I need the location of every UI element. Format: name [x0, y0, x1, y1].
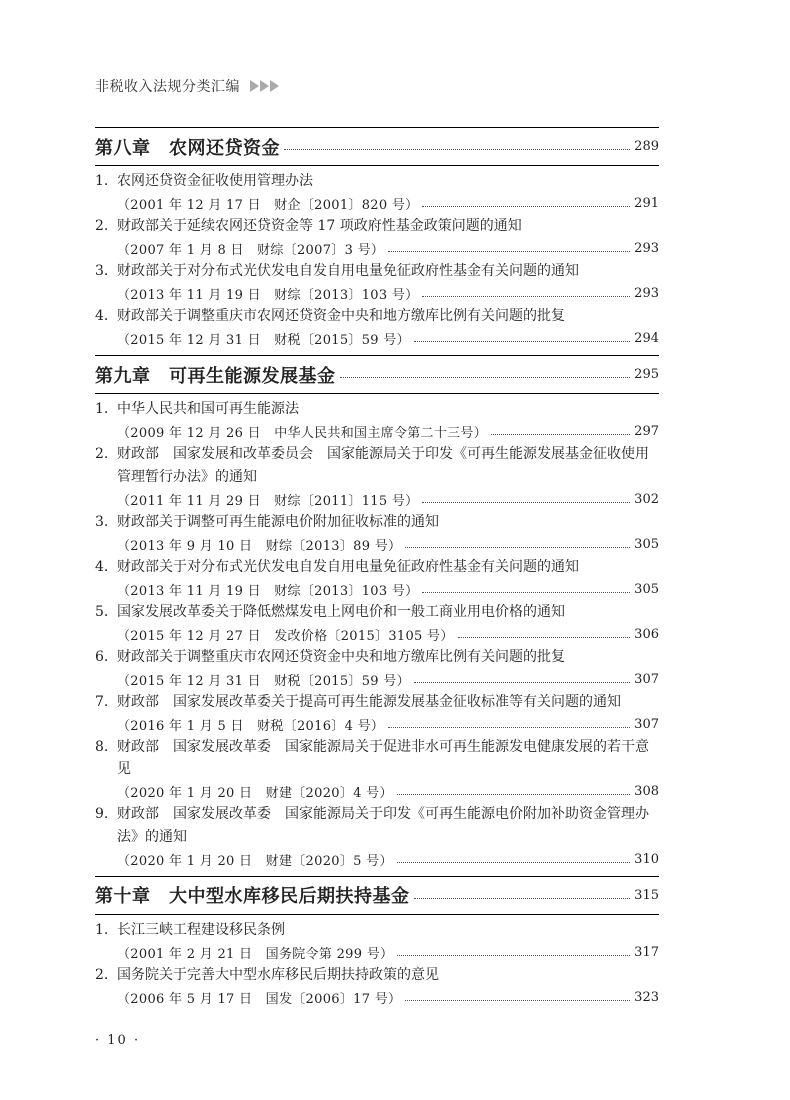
- entry-page-number: 305: [634, 581, 659, 597]
- entry-page-number: 305: [634, 536, 659, 552]
- chapter-heading: [95, 876, 659, 915]
- chapter-heading: [95, 127, 659, 166]
- toc-entry-reference: [95, 986, 659, 1009]
- entry-title-text: 财政部关于延续农网还贷资金等 17 项政府性基金政策问题的通知: [117, 218, 522, 234]
- entry-number: 5.: [95, 603, 109, 620]
- dot-leader: [422, 296, 630, 297]
- entry-page-number: 297: [634, 424, 659, 440]
- dot-leader: [422, 206, 630, 207]
- entry-page-number: 310: [634, 851, 659, 867]
- toc-entry-reference: [95, 781, 659, 804]
- dot-leader: [422, 592, 630, 593]
- entry-number: 8.: [95, 738, 109, 755]
- dot-leader: [284, 149, 630, 150]
- entry-page-number: 291: [634, 196, 659, 212]
- entry-number: 3.: [95, 263, 109, 279]
- entry-number: 2.: [95, 446, 109, 462]
- entry-title-text: 中华人民共和国可再生能源法: [117, 401, 299, 417]
- entry-page-number: 307: [634, 716, 659, 732]
- toc-entry-title: [95, 260, 659, 283]
- chapter-title: 第八章 农网还贷资金: [95, 137, 280, 159]
- toc-entry-title: [95, 398, 659, 421]
- chapter-page-number: 289: [634, 139, 659, 154]
- chapter-block: [95, 355, 659, 871]
- entry-number: 2.: [95, 966, 109, 983]
- toc-entry-reference: [95, 668, 659, 691]
- toc-entry-reference: [95, 328, 659, 351]
- toc-entry-title: [95, 646, 659, 669]
- entry-number: 1.: [95, 401, 109, 417]
- entry-number: 9.: [95, 806, 109, 822]
- entry-title-text: 财政部 国家发展改革委 国家能源局关于印发《可再生能源电价附加补助资金管理办法》的通知: [117, 806, 649, 845]
- table-of-contents: [95, 127, 659, 1014]
- dot-leader: [397, 862, 630, 863]
- entry-document-reference: （2013 年 11 月 19 日 财综〔2013〕103 号）: [117, 583, 419, 599]
- entry-title-text: 长江三峡工程建设移民条例: [117, 921, 285, 938]
- chapter-page-number: 315: [634, 887, 659, 903]
- toc-entry-title: [95, 964, 659, 987]
- entry-title-text: 财政部关于调整可再生能源电价附加征收标准的通知: [117, 513, 439, 530]
- toc-entry-title: [95, 511, 659, 534]
- toc-entry-title: [95, 803, 659, 848]
- dot-leader: [397, 955, 630, 956]
- entry-page-number: 302: [634, 491, 659, 507]
- entry-document-reference: （2011 年 11 月 29 日 财综〔2011〕115 号）: [117, 493, 419, 509]
- entry-title-text: 财政部 国家发展改革委 国家能源局关于促进非水可再生能源发电健康发展的若干意见: [117, 738, 649, 777]
- chapter-heading: [95, 355, 659, 394]
- toc-entry-title: [95, 556, 659, 579]
- entry-number: 7.: [95, 693, 109, 710]
- toc-entry-reference: [95, 941, 659, 964]
- entry-document-reference: （2016 年 1 月 5 日 财税〔2016〕4 号）: [117, 718, 385, 734]
- entry-page-number: 317: [634, 944, 659, 960]
- toc-entry-reference: [95, 848, 659, 871]
- entry-document-reference: （2013 年 9 月 10 日 财综〔2013〕89 号）: [117, 538, 402, 554]
- dot-leader: [414, 898, 631, 899]
- entry-page-number: 307: [634, 671, 659, 687]
- entry-document-reference: （2001 年 12 月 17 日 财企〔2001〕820 号）: [117, 198, 419, 214]
- entry-document-reference: （2006 年 5 月 17 日 国发〔2006〕17 号）: [117, 991, 402, 1007]
- toc-entry-title: [95, 601, 659, 624]
- entry-title-text: 财政部关于调整重庆市农网还贷资金中央和地方缴库比例有关问题的批复: [117, 308, 565, 324]
- dot-leader: [458, 637, 631, 638]
- toc-entry-title: [95, 170, 659, 193]
- entry-document-reference: （2015 年 12 月 31 日 财税〔2015〕59 号）: [117, 333, 410, 349]
- dot-leader: [388, 251, 630, 252]
- toc-entry-reference: [95, 713, 659, 736]
- entry-title-text: 财政部关于调整重庆市农网还贷资金中央和地方缴库比例有关问题的批复: [117, 648, 565, 665]
- entry-number: 1.: [95, 173, 109, 189]
- toc-entry-reference: [95, 421, 659, 444]
- entry-document-reference: （2001 年 2 月 21 日 国务院令第 299 号）: [117, 946, 394, 962]
- toc-entry-title: [95, 443, 659, 488]
- entry-number: 6.: [95, 648, 109, 665]
- entry-document-reference: （2020 年 1 月 20 日 财建〔2020〕4 号）: [117, 786, 393, 802]
- dot-leader: [397, 794, 630, 795]
- chapter-block: [95, 127, 659, 350]
- entry-page-number: 293: [634, 286, 659, 302]
- running-title: 非税收入法规分类汇编: [95, 79, 240, 95]
- entry-document-reference: （2009 年 12 月 26 日 中华人民共和国主席令第二十三号）: [117, 426, 488, 442]
- dot-leader: [414, 682, 630, 683]
- dot-leader: [491, 434, 630, 435]
- dot-leader: [405, 1000, 630, 1001]
- triangle-arrows-icon: [250, 80, 280, 92]
- toc-entry-reference: [95, 283, 659, 306]
- entry-title-text: 国务院关于完善大中型水库移民后期扶持政策的意见: [117, 966, 439, 983]
- chapter-title: 第十章 大中型水库移民后期扶持基金: [95, 886, 410, 907]
- running-header: [95, 76, 280, 96]
- entry-document-reference: （2015 年 12 月 27 日 发改价格〔2015〕3105 号）: [117, 628, 454, 644]
- entry-title-text: 财政部 国家发展改革委关于提高可再生能源发展基金征收标准等有关问题的通知: [117, 693, 621, 710]
- dot-leader: [388, 727, 630, 728]
- dot-leader: [422, 502, 630, 503]
- entry-title-text: 财政部 国家发展和改革委员会 国家能源局关于印发《可再生能源发展基金征收使用管理暂行办法》的通知: [117, 446, 649, 485]
- entry-page-number: 308: [634, 784, 659, 800]
- entry-page-number: 323: [634, 989, 659, 1005]
- page-number: · 10 ·: [95, 1033, 141, 1048]
- entry-document-reference: （2013 年 11 月 19 日 财综〔2013〕103 号）: [117, 288, 419, 304]
- entry-page-number: 293: [634, 241, 659, 257]
- entry-document-reference: （2007 年 1 月 8 日 财综〔2007〕3 号）: [117, 243, 385, 259]
- dot-leader: [340, 377, 631, 378]
- chapter-title: 第九章 可再生能源发展基金: [95, 365, 336, 387]
- entry-number: 4.: [95, 558, 109, 575]
- entry-number: 3.: [95, 513, 109, 530]
- toc-entry-reference: [95, 193, 659, 216]
- toc-entry-reference: [95, 238, 659, 261]
- entry-number: 2.: [95, 218, 109, 234]
- toc-entry-title: [95, 736, 659, 781]
- toc-entry-title: [95, 215, 659, 238]
- entry-page-number: 294: [634, 331, 659, 347]
- toc-entry-title: [95, 691, 659, 714]
- toc-entry-reference: [95, 488, 659, 511]
- chapter-page-number: 295: [634, 367, 659, 382]
- toc-entry-title: [95, 305, 659, 328]
- toc-entry-reference: [95, 533, 659, 556]
- entry-number: 1.: [95, 921, 109, 938]
- entry-number: 4.: [95, 308, 109, 324]
- entry-title-text: 财政部关于对分布式光伏发电自发自用电量免征政府性基金有关问题的通知: [117, 263, 579, 279]
- entry-page-number: 306: [634, 626, 659, 642]
- toc-entry-reference: [95, 578, 659, 601]
- entry-title-text: 国家发展改革委关于降低燃煤发电上网电价和一般工商业用电价格的通知: [117, 603, 565, 620]
- chapter-block: [95, 876, 659, 1009]
- entry-document-reference: （2015 年 12 月 31 日 财税〔2015〕59 号）: [117, 673, 410, 689]
- entry-title-text: 农网还贷资金征收使用管理办法: [117, 173, 313, 189]
- toc-entry-reference: [95, 623, 659, 646]
- dot-leader: [405, 547, 630, 548]
- entry-document-reference: （2020 年 1 月 20 日 财建〔2020〕5 号）: [117, 853, 393, 869]
- dot-leader: [414, 341, 630, 342]
- toc-entry-title: [95, 919, 659, 942]
- entry-title-text: 财政部关于对分布式光伏发电自发自用电量免征政府性基金有关问题的通知: [117, 558, 579, 575]
